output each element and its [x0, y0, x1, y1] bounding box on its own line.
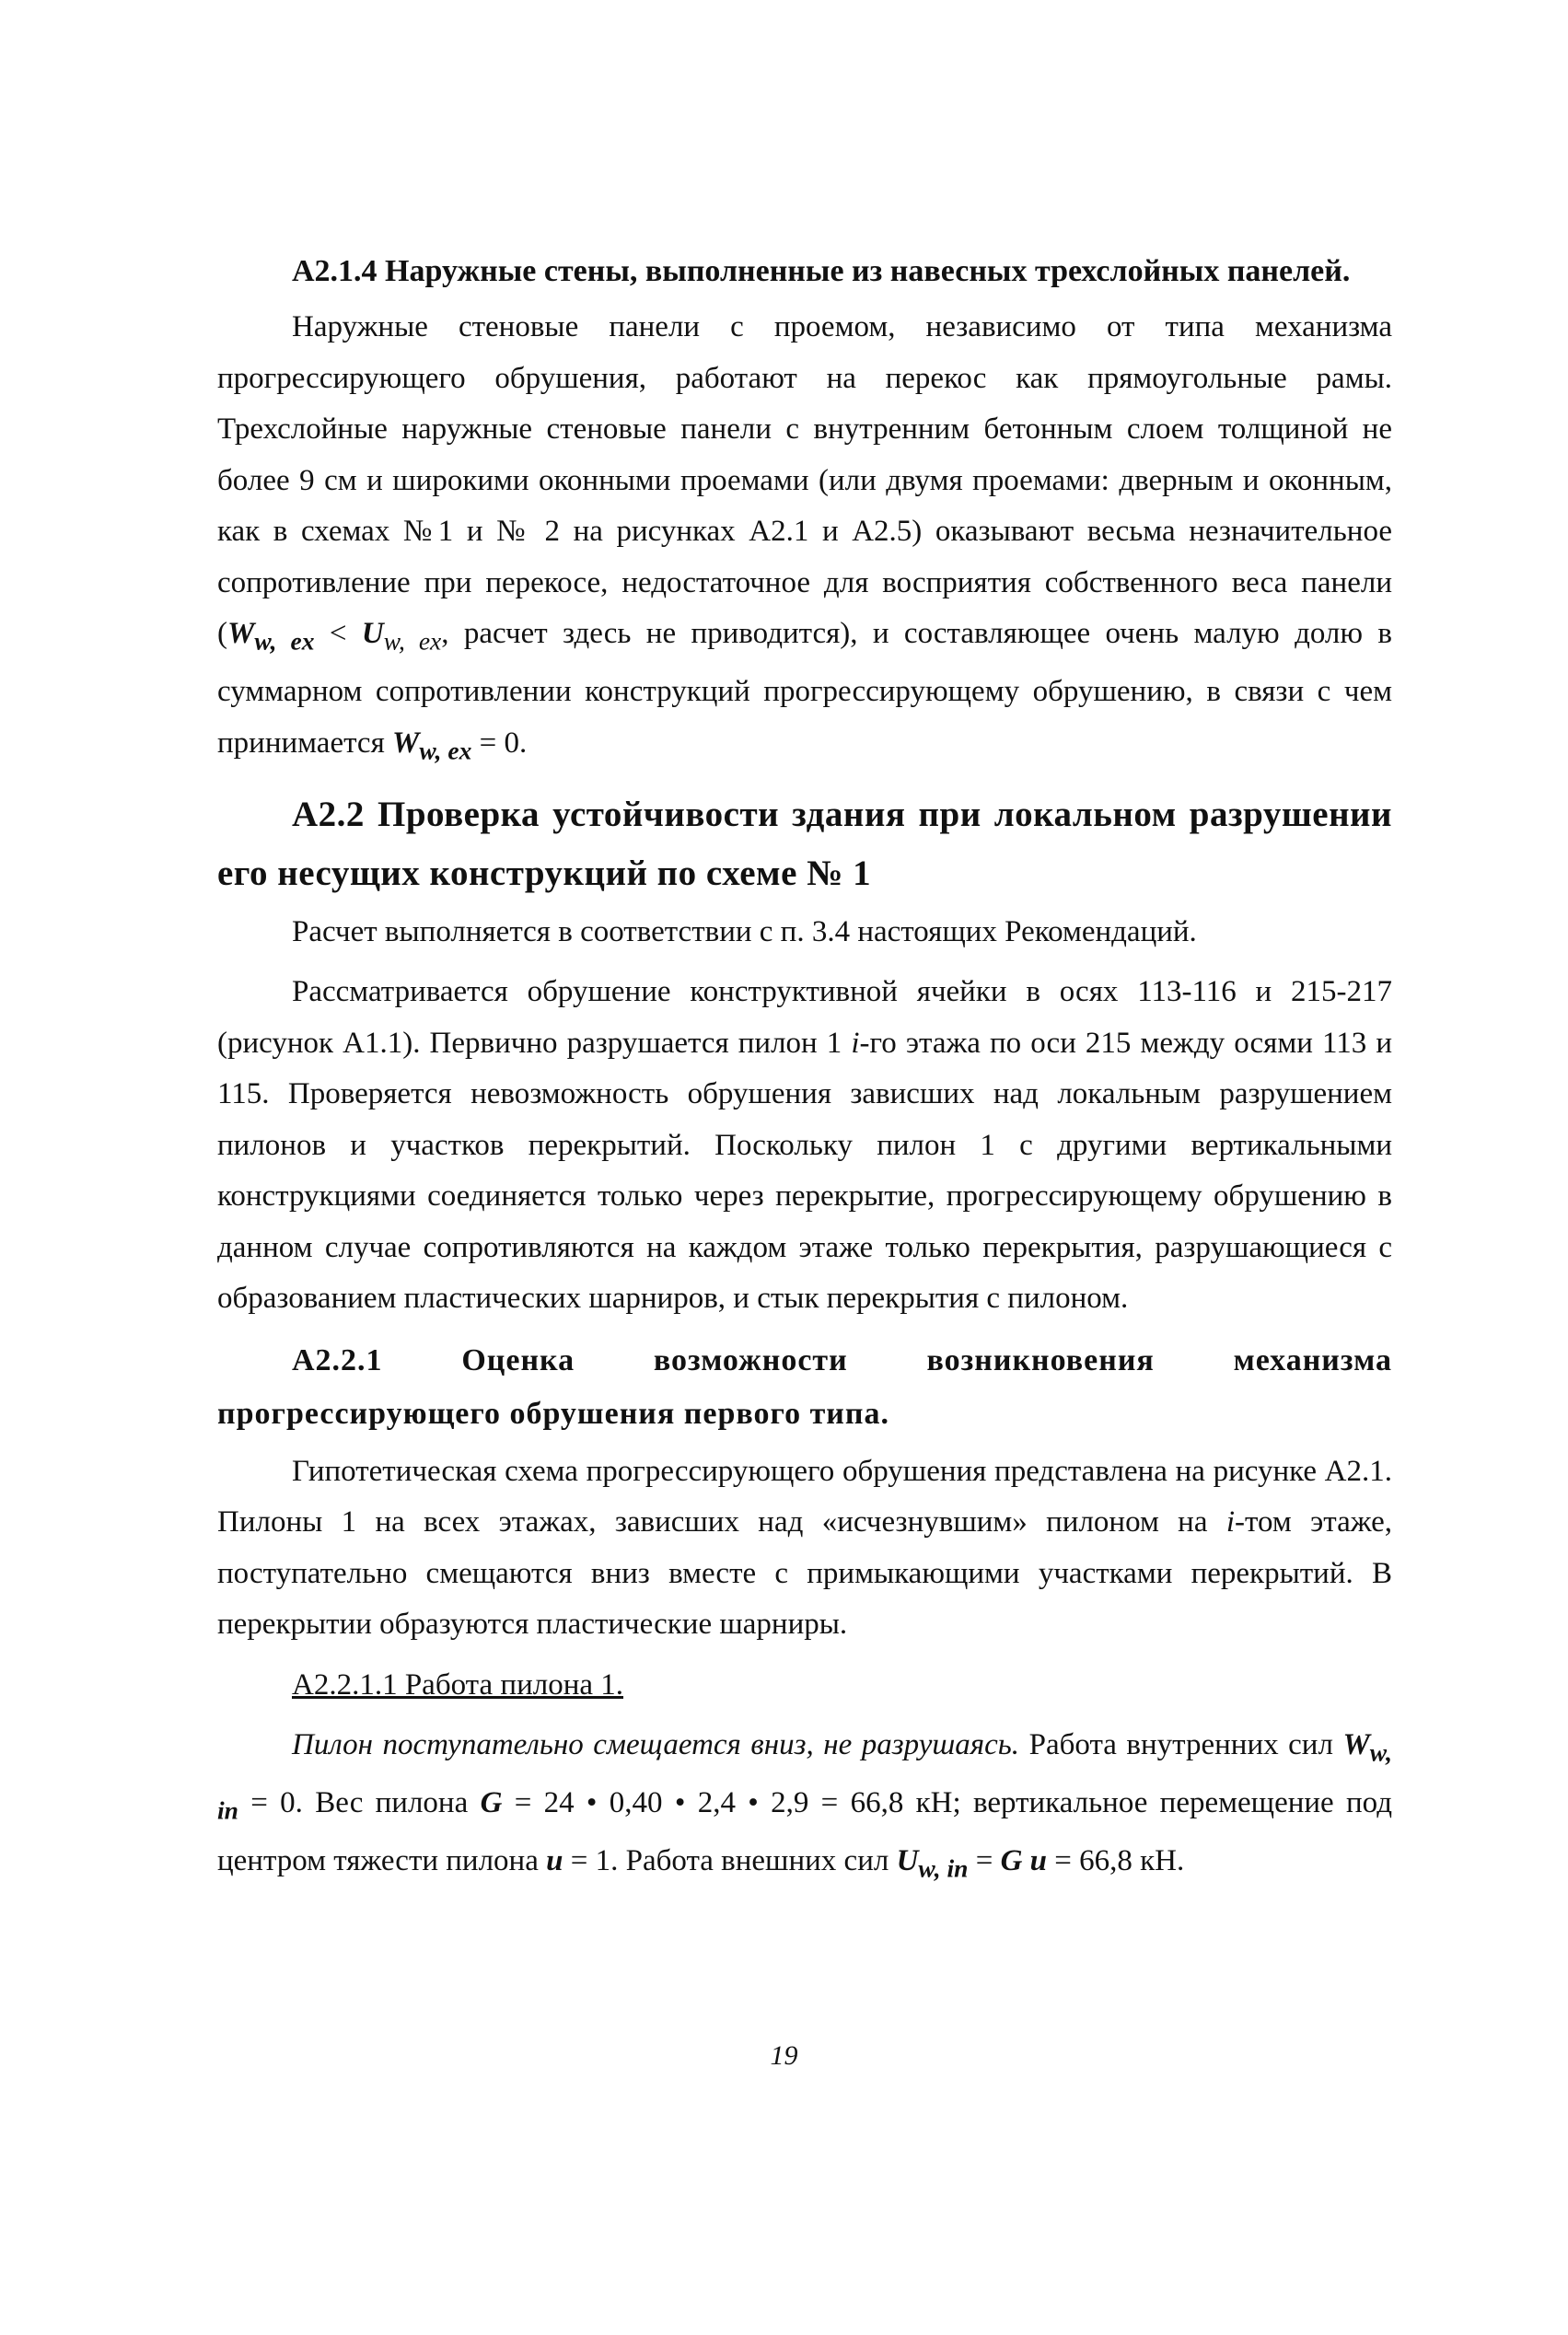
paragraph-text: = 1. Работа внешних сил — [563, 1844, 897, 1878]
paragraph-a214 — [217, 302, 1392, 776]
paragraph-text: = 24 • 0,40 • 2,4 • 2,9 = 66,8 кН; вертикальное перемещение под центром тяжести пилона — [217, 1786, 1392, 1878]
formula-symbol: U — [361, 617, 384, 650]
formula-symbol: W — [392, 726, 420, 760]
formula-subscript: w, in — [217, 1737, 1392, 1825]
formula-symbol: i — [851, 1026, 860, 1060]
paragraph-text: = 0. — [471, 726, 528, 760]
paragraph-text: = 0. Вес пилона — [238, 1786, 481, 1820]
formula-symbol: W — [1342, 1728, 1370, 1762]
formula-symbol: U — [896, 1844, 919, 1878]
paragraph-text: Работа внутренних сил — [1019, 1728, 1343, 1762]
paragraph-text: = — [968, 1844, 1001, 1878]
paragraph-text: , расчет здесь не приводится), и составляющее очень малую долю в суммарном сопротивлении конструкций прогрессирующему обрушению, в связи с чем принимается — [217, 617, 1392, 760]
section-heading-a214: А2.1.4 Наружные стены, выполненные из навесных трехслойных панелей. — [292, 254, 1351, 288]
formula-operator: < — [314, 617, 362, 650]
section-heading-a221: А2.2.1 Оценка возможности возникновения механизма прогрессирующего обрушения первого типа. — [217, 1342, 1392, 1431]
subsection-heading-text: А2.2.1.1 Работа пилона 1. — [292, 1667, 624, 1702]
paragraph-text: -го этажа по оси 215 между осями 113 и 115. Проверяется невозможность обрушения зависших над локальным разрушением пилонов и участков перекрытий. Поскольку пилон 1 с другими вертикальными конструкциями соединяется только через перекрытие, прогрессирующему обрушению в данном случае сопротивляются на каждом этаже только перекрытия, разрушающиеся с образованием пластических шарниров, и стык перекрытия с пилоном. — [217, 1026, 1392, 1316]
formula-symbol: u — [546, 1844, 563, 1878]
formula-symbol: G — [480, 1786, 503, 1820]
paragraph-text: Гипотетическая схема прогрессирующего обрушения представлена на рисунке А2.1. Пилоны 1 на всех этажах, зависших над «исчезнувшим» пилоном на — [217, 1454, 1392, 1539]
paragraph-a221 — [217, 1446, 1392, 1651]
subsection-heading-a2211 — [217, 1660, 1392, 1712]
formula-symbol: u — [1029, 1844, 1048, 1878]
paragraph-a22-1: Расчет выполняется в соответствии с п. 3.4 настоящих Рекомендаций. — [292, 914, 1197, 948]
paragraph-text: = 66,8 кН. — [1047, 1844, 1185, 1878]
formula-subscript: w, ex — [419, 736, 472, 765]
formula-subscript: w, ex — [383, 626, 442, 656]
formula-symbol: i — [1225, 1505, 1236, 1539]
formula-subscript: w, in — [918, 1853, 969, 1883]
paragraph-text: Наружные стеновые панели с проемом, независимо от типа механизма прогрессирующего обрушения, работают на перекос как прямоугольные рамы. Трехслойные наружные стеновые панели с внутренним бетонным слоем толщиной не более 9 см и широкими оконными проемами (или двумя проемами: дверным и оконным, как в схемах №1 и № 2 на рисунках А2.1 и А2.5) оказывают весьма незначительное сопротивление при перекосе, недостаточное для восприятия собственного веса панели ( — [217, 310, 1392, 650]
page-number: 19 — [770, 2040, 798, 2071]
paragraph-text: -том этаже, поступательно смещаются вниз вместе с примыкающими участками перекрытий. В перекрытии образуются пластические шарниры. — [217, 1505, 1392, 1642]
paragraph-a22-2 — [217, 967, 1392, 1325]
paragraph-a2211 — [217, 1720, 1392, 1894]
paragraph-text: Пилон поступательно смещается вниз, не разрушаясь. — [292, 1728, 1020, 1762]
formula-symbol: G — [1000, 1844, 1023, 1878]
section-heading-a22: А2.2 Проверка устойчивости здания при локальном разрушении его несущих конструкций по схеме № 1 — [217, 794, 1392, 893]
paragraph-text: Рассматривается обрушение конструктивной ячейки в осях 113-116 и 215-217 (рисунок А1.1). Первично разрушается пилон 1 — [217, 975, 1392, 1060]
formula-symbol: W — [227, 617, 255, 650]
document-page — [217, 247, 1392, 1903]
formula-subscript: w, ex — [254, 626, 315, 656]
